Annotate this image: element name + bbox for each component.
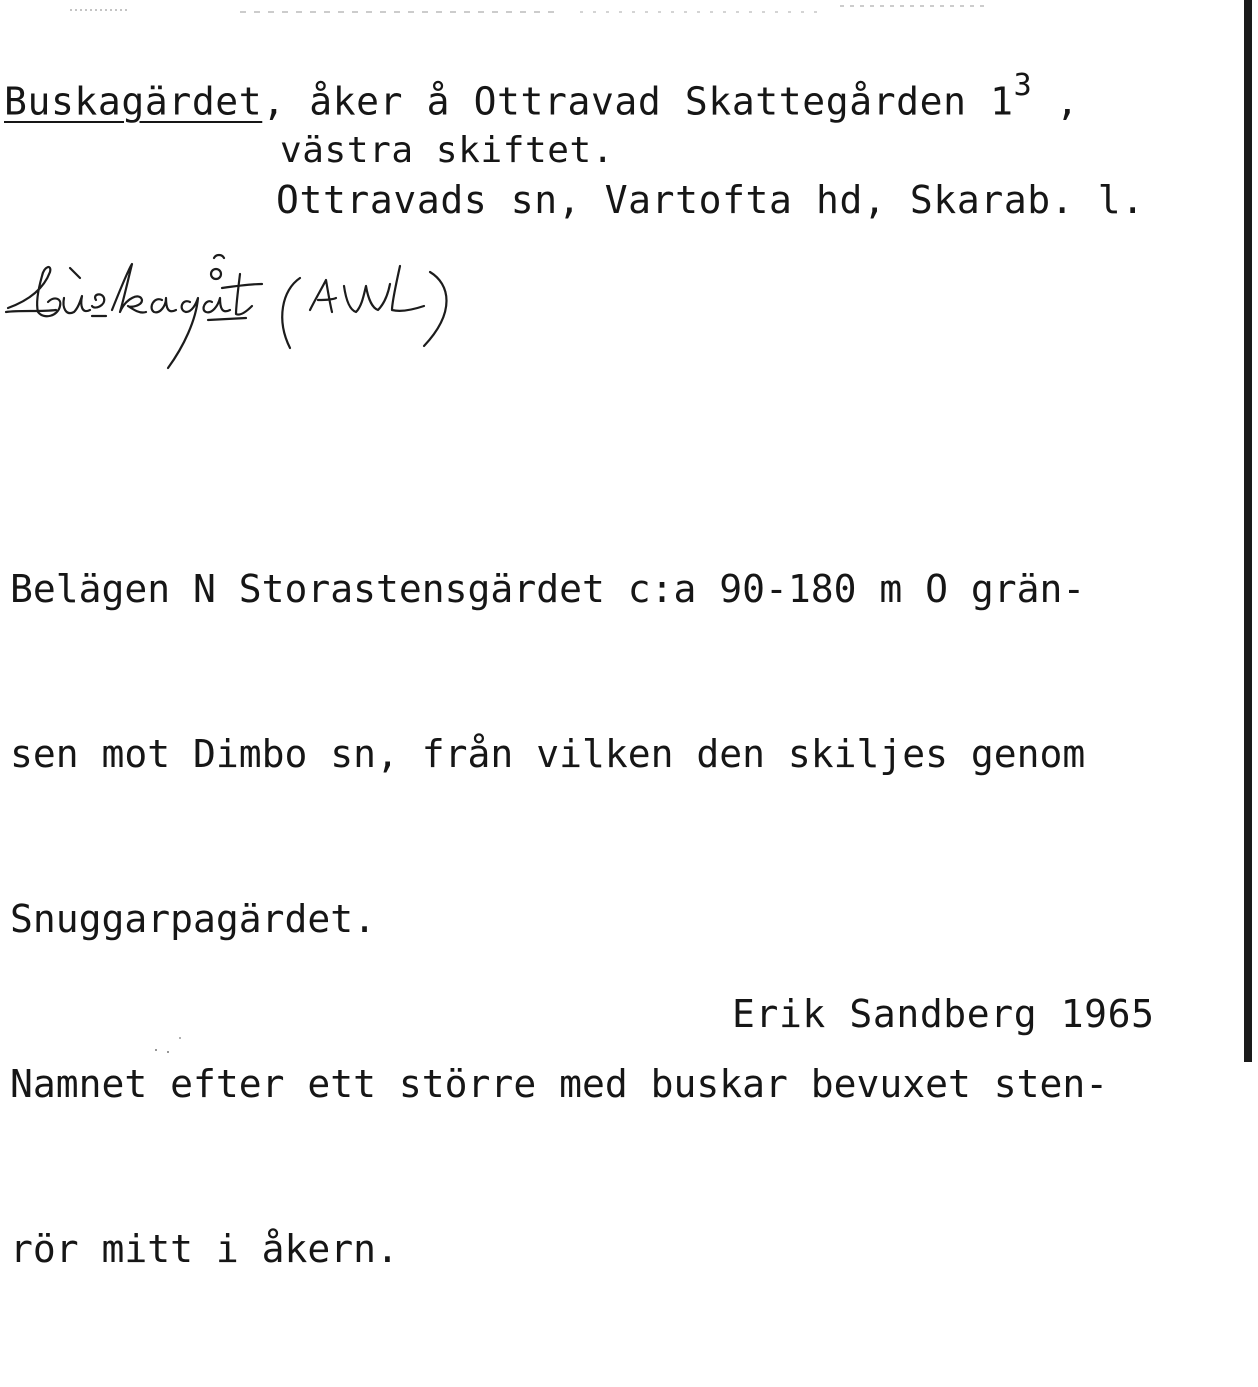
description-line: Namnet efter ett större med buskar bevuxet sten- <box>10 1062 1109 1106</box>
scan-specks <box>150 1030 190 1060</box>
header-superscript: 3 <box>1013 68 1033 103</box>
description-line: sen mot Dimbo sn, från vilken den skiljes genom <box>10 732 1086 776</box>
handwritten-pronunciation <box>0 250 720 380</box>
location-line: Ottravads sn, Vartofta hd, Skarab. l. <box>276 178 1145 222</box>
header-tail: , <box>1032 79 1080 124</box>
header-rest: , åker å Ottravad Skattegården 1 <box>262 79 1014 124</box>
description-line: rör mitt i åkern. <box>10 1227 399 1271</box>
description-line: Snuggarpagärdet. <box>10 897 377 941</box>
header-line <box>4 68 1080 124</box>
card-edge-border <box>1244 0 1252 1062</box>
description-line: Belägen N Storastensgärdet c:a 90-180 m O grän- <box>10 567 1086 611</box>
description <box>10 452 1108 1387</box>
headword: Buskagärdet <box>4 79 263 124</box>
scan-marks <box>0 0 1258 14</box>
subtitle-line: västra skiftet. <box>280 130 615 171</box>
signature: Erik Sandberg 1965 <box>732 992 1155 1036</box>
